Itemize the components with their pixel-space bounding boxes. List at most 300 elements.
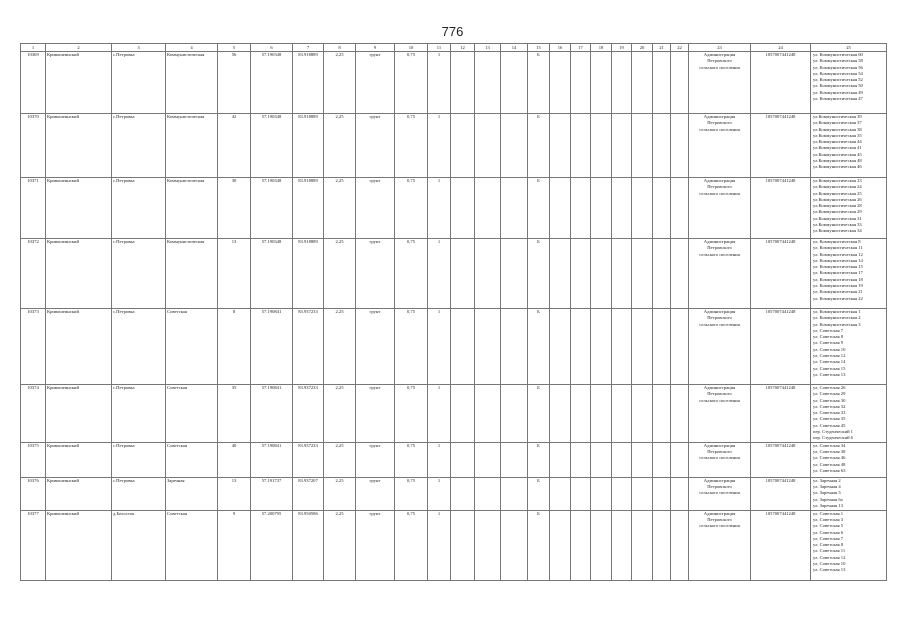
district-cell: Кривошеинский (46, 477, 112, 510)
owner-cell (689, 442, 751, 477)
volume-cell: 0,75 (395, 178, 428, 239)
address-line: пер. Студенческий 6 (813, 435, 853, 441)
column-number: 1 (21, 44, 46, 52)
column-number: 18 (591, 44, 612, 52)
category-cell: Б (528, 178, 550, 239)
category-cell: Б (528, 477, 550, 510)
containers-cell: 1 (428, 114, 451, 178)
empty-cell (571, 442, 591, 477)
owner-line: Администрация (703, 52, 736, 57)
surface-cell: грунт (356, 114, 395, 178)
address-line: ул. Коммунистическая 17 (813, 270, 863, 276)
area-cell: 2,25 (324, 477, 356, 510)
address-line: ул.Коммунистическая 46 (813, 164, 862, 170)
column-number: 23 (689, 44, 751, 52)
served-addresses-cell (811, 178, 887, 239)
settlement-cell: с.Петровка (112, 52, 166, 114)
record-id: 10377 (21, 510, 46, 580)
empty-cell (612, 385, 632, 443)
address-line: ул. Коммунистическая 58 (813, 58, 863, 64)
column-number: 3 (112, 44, 166, 52)
address-line: ул. Советская 13 (813, 567, 846, 573)
address-line: ул. Коммунистическая 18 (813, 276, 863, 282)
district-cell: Кривошеинский (46, 510, 112, 580)
category-cell: Б (528, 309, 550, 385)
owner-line: Петровского (707, 448, 732, 454)
street-cell: Коммунистическая (166, 178, 218, 239)
settlement-cell: с.Петровка (112, 385, 166, 443)
surface-cell: грунт (356, 239, 395, 309)
address-line: ул. Советская 14 (813, 359, 846, 365)
address-line: ул.Коммунистическая 41 (813, 145, 862, 151)
empty-cell (550, 442, 571, 477)
street-cell: Советская (166, 510, 218, 580)
volume-cell: 0,75 (395, 477, 428, 510)
address-line: ул. Коммунистическая 50 (813, 83, 863, 89)
address-line: ул. Коммунистическая 3 (813, 321, 861, 327)
settlement-cell: с.Петровка (112, 239, 166, 309)
surface-cell: грунт (356, 442, 395, 477)
address-line: ул. Коммунистическая 19 (813, 283, 863, 289)
address-line: ул. Советская 12 (813, 353, 846, 359)
address-line: ул. Коммунистическая 60 (813, 52, 863, 57)
volume-cell: 0,75 (395, 52, 428, 114)
address-line: ул. Коммунистическая 54 (813, 70, 863, 76)
containers-cell: 1 (428, 510, 451, 580)
settlement-cell: с.Петровка (112, 309, 166, 385)
house-cell: 42 (218, 114, 251, 178)
table-row (21, 239, 887, 309)
table-row (21, 510, 887, 580)
register-table (20, 43, 887, 581)
address-line: ул. Советская 11 (813, 548, 846, 554)
owner-line: сельского поселения (699, 490, 740, 496)
surface-cell: грунт (356, 309, 395, 385)
area-cell: 2,25 (324, 309, 356, 385)
address-line: ул. Коммунистическая 52 (813, 77, 863, 83)
served-addresses-cell (811, 510, 887, 580)
longitude-cell: 83.918889 (293, 178, 324, 239)
latitude-cell: 57.190348 (251, 52, 293, 114)
address-line: ул. Советская 3 (813, 516, 844, 522)
ogrn-cell: 1057007441248 (751, 385, 811, 443)
address-line: ул. Заречная 2 (813, 477, 841, 483)
column-number: 22 (671, 44, 689, 52)
empty-cell (571, 52, 591, 114)
address-line: ул. Коммунистическая 11 (813, 245, 863, 251)
category-cell: Б (528, 510, 550, 580)
column-number: 7 (293, 44, 324, 52)
street-cell: Коммунистическая (166, 114, 218, 178)
empty-cell (591, 178, 612, 239)
owner-cell (689, 477, 751, 510)
empty-cell (612, 442, 632, 477)
owner-line: Администрация (703, 114, 736, 119)
owner-line: сельского поселения (699, 251, 740, 257)
address-line: ул. Советская 35 (813, 416, 846, 422)
latitude-cell: 57.190348 (251, 178, 293, 239)
address-line: ул. Советская 5 (813, 523, 844, 529)
house-cell: 40 (218, 442, 251, 477)
street-cell: Советская (166, 309, 218, 385)
empty-cell (671, 477, 689, 510)
owner-cell (689, 385, 751, 443)
empty-cell (591, 477, 612, 510)
empty-cell (671, 385, 689, 443)
owner-line: сельского поселения (699, 126, 740, 132)
address-line: ул. Коммунистическая 12 (813, 251, 863, 257)
empty-cell (653, 477, 671, 510)
owner-cell (689, 178, 751, 239)
street-cell: Коммунистическая (166, 52, 218, 114)
column-number: 8 (324, 44, 356, 52)
address-line: ул. Советская 10 (813, 346, 846, 352)
address-line: ул. Советская 34 (813, 442, 846, 448)
empty-cell (632, 309, 653, 385)
owner-cell (689, 239, 751, 309)
address-line: ул. Коммунистическая 47 (813, 96, 863, 102)
address-line: ул.Коммунистическая 29 (813, 209, 862, 215)
empty-cell (671, 510, 689, 580)
page-number: 776 (441, 24, 464, 39)
ogrn-cell: 1057007441248 (751, 442, 811, 477)
ogrn-cell: 1057007441248 (751, 309, 811, 385)
empty-cell (475, 178, 501, 239)
empty-cell (451, 52, 475, 114)
area-cell: 2,25 (324, 385, 356, 443)
latitude-cell: 57.190841 (251, 309, 293, 385)
record-id: 10376 (21, 477, 46, 510)
house-cell: 9 (218, 510, 251, 580)
address-line: ул.Коммунистическая 31 (813, 215, 862, 221)
owner-line: сельского поселения (699, 64, 740, 70)
empty-cell (653, 239, 671, 309)
ogrn-cell: 1057007441248 (751, 239, 811, 309)
column-number: 9 (356, 44, 395, 52)
address-line: ул. Заречная 13 (813, 502, 843, 508)
ogrn-cell: 1057007441248 (751, 178, 811, 239)
address-line: ул.Коммунистическая 37 (813, 120, 862, 126)
volume-cell: 0,75 (395, 510, 428, 580)
empty-cell (550, 385, 571, 443)
longitude-cell: 83.937233 (293, 309, 324, 385)
address-line: ул.Коммунистическая 24 (813, 184, 862, 190)
owner-cell (689, 114, 751, 178)
empty-cell (671, 114, 689, 178)
containers-cell: 1 (428, 52, 451, 114)
table-row (21, 309, 887, 385)
empty-cell (550, 309, 571, 385)
containers-cell: 1 (428, 309, 451, 385)
served-addresses-cell (811, 385, 887, 443)
house-cell: 8 (218, 309, 251, 385)
empty-cell (550, 477, 571, 510)
ogrn-cell: 1057007441248 (751, 52, 811, 114)
latitude-cell: 57.190841 (251, 442, 293, 477)
empty-cell (612, 510, 632, 580)
address-line: ул. Советская 48 (813, 461, 846, 467)
address-line: ул. Коммунистическая 8 (813, 239, 861, 244)
table-row (21, 477, 887, 510)
longitude-cell: 83.937207 (293, 477, 324, 510)
column-number: 11 (428, 44, 451, 52)
volume-cell: 0,75 (395, 385, 428, 443)
longitude-cell: 83.937233 (293, 442, 324, 477)
address-line: ул.Коммунистическая 44 (813, 139, 862, 145)
empty-cell (591, 52, 612, 114)
address-line: ул. Советская 63 (813, 467, 846, 473)
column-number: 6 (251, 44, 293, 52)
empty-cell (550, 239, 571, 309)
address-line: ул. Советская 8 (813, 334, 844, 340)
empty-cell (571, 239, 591, 309)
owner-cell (689, 510, 751, 580)
empty-cell (475, 52, 501, 114)
empty-cell (451, 385, 475, 443)
record-id: 10371 (21, 178, 46, 239)
containers-cell: 1 (428, 178, 451, 239)
address-line: ул. Советская 33 (813, 410, 846, 416)
longitude-cell: 83.937233 (293, 385, 324, 443)
empty-cell (501, 477, 528, 510)
address-line: ул. Коммунистическая 1 (813, 309, 861, 314)
surface-cell: грунт (356, 52, 395, 114)
empty-cell (501, 442, 528, 477)
column-number: 25 (811, 44, 887, 52)
empty-cell (571, 510, 591, 580)
address-line: ул. Советская 10 (813, 561, 846, 567)
address-line: ул. Коммунистическая 56 (813, 64, 863, 70)
surface-cell: грунт (356, 477, 395, 510)
empty-cell (632, 510, 653, 580)
address-line: ул. Советская 9 (813, 340, 844, 346)
area-cell: 2,25 (324, 442, 356, 477)
empty-cell (653, 385, 671, 443)
settlement-cell: с.Петровка (112, 477, 166, 510)
owner-line: Администрация (703, 309, 736, 314)
surface-cell: грунт (356, 385, 395, 443)
empty-cell (475, 114, 501, 178)
empty-cell (632, 52, 653, 114)
empty-cell (475, 239, 501, 309)
ogrn-cell: 1057007441248 (751, 510, 811, 580)
column-number: 5 (218, 44, 251, 52)
empty-cell (612, 114, 632, 178)
column-number: 12 (451, 44, 475, 52)
column-number: 10 (395, 44, 428, 52)
longitude-cell: 83.950586 (293, 510, 324, 580)
empty-cell (671, 178, 689, 239)
area-cell: 2,25 (324, 239, 356, 309)
address-line: ул. Советская 32 (813, 403, 846, 409)
column-number-row (21, 44, 887, 52)
address-line: ул. Советская 7 (813, 535, 844, 541)
address-line: ул.Коммунистическая 28 (813, 203, 862, 209)
empty-cell (501, 52, 528, 114)
latitude-cell: 57.190841 (251, 385, 293, 443)
column-number: 2 (46, 44, 112, 52)
empty-cell (671, 239, 689, 309)
empty-cell (671, 52, 689, 114)
containers-cell: 1 (428, 442, 451, 477)
record-id: 10375 (21, 442, 46, 477)
district-cell: Кривошеинский (46, 309, 112, 385)
address-line: ул.Коммунистическая 33 (813, 222, 862, 228)
containers-cell: 1 (428, 385, 451, 443)
owner-line: Петровского (707, 58, 732, 64)
address-line: ул.Коммунистическая 39 (813, 114, 862, 119)
street-cell: Коммунистическая (166, 239, 218, 309)
empty-cell (550, 52, 571, 114)
address-line: пер. Студенческий 1 (813, 429, 853, 435)
column-number: 14 (501, 44, 528, 52)
empty-cell (612, 239, 632, 309)
owner-line: Петровского (707, 184, 732, 190)
ogrn-cell: 1057007441248 (751, 477, 811, 510)
address-line: ул.Коммунистическая 35 (813, 132, 862, 138)
column-number: 21 (653, 44, 671, 52)
district-cell: Кривошеинский (46, 178, 112, 239)
empty-cell (632, 385, 653, 443)
column-number: 13 (475, 44, 501, 52)
empty-cell (632, 114, 653, 178)
address-line: ул.Коммунистическая 38 (813, 126, 862, 132)
latitude-cell: 57.200795 (251, 510, 293, 580)
empty-cell (571, 309, 591, 385)
containers-cell: 1 (428, 477, 451, 510)
empty-cell (632, 442, 653, 477)
district-cell: Кривошеинский (46, 52, 112, 114)
category-cell: Б (528, 385, 550, 443)
district-cell: Кривошеинский (46, 442, 112, 477)
latitude-cell: 57.191737 (251, 477, 293, 510)
address-line: ул. Советская 13 (813, 371, 846, 377)
address-line: ул. Коммунистическая 21 (813, 289, 863, 295)
address-line: ул. Советская 7 (813, 327, 844, 333)
served-addresses-cell (811, 442, 887, 477)
settlement-cell: с.Петровка (112, 178, 166, 239)
address-line: ул. Заречная 6а (813, 496, 843, 502)
address-line: ул. Заречная 4 (813, 483, 841, 489)
latitude-cell: 57.190348 (251, 114, 293, 178)
volume-cell: 0,75 (395, 114, 428, 178)
empty-cell (591, 309, 612, 385)
empty-cell (451, 309, 475, 385)
area-cell: 2,25 (324, 510, 356, 580)
empty-cell (571, 385, 591, 443)
served-addresses-cell (811, 52, 887, 114)
address-line: ул. Коммунистическая 49 (813, 89, 863, 95)
served-addresses-cell (811, 114, 887, 178)
empty-cell (612, 52, 632, 114)
table-row (21, 114, 887, 178)
owner-line: Петровского (707, 391, 732, 397)
empty-cell (550, 178, 571, 239)
empty-cell (451, 239, 475, 309)
address-line: ул.Коммунистическая 34 (813, 228, 862, 234)
empty-cell (612, 178, 632, 239)
house-cell: 35 (218, 385, 251, 443)
served-addresses-cell (811, 309, 887, 385)
record-id: 10372 (21, 239, 46, 309)
address-line: ул. Коммунистическая 22 (813, 295, 863, 301)
owner-line: сельского поселения (699, 321, 740, 327)
latitude-cell: 57.190348 (251, 239, 293, 309)
empty-cell (653, 309, 671, 385)
empty-cell (501, 178, 528, 239)
column-number: 20 (632, 44, 653, 52)
empty-cell (475, 510, 501, 580)
record-id: 10373 (21, 309, 46, 385)
owner-line: Администрация (703, 442, 736, 448)
owner-cell (689, 52, 751, 114)
district-cell: Кривошеинский (46, 385, 112, 443)
ogrn-cell: 1057007441248 (751, 114, 811, 178)
table-row (21, 178, 887, 239)
empty-cell (591, 114, 612, 178)
address-line: ул. Советская 45 (813, 422, 846, 428)
containers-cell: 1 (428, 239, 451, 309)
empty-cell (571, 477, 591, 510)
longitude-cell: 83.918889 (293, 239, 324, 309)
address-line: ул.Коммунистическая 25 (813, 190, 862, 196)
house-cell: 13 (218, 239, 251, 309)
table-row (21, 52, 887, 114)
address-line: ул. Коммунистическая 2 (813, 315, 861, 321)
empty-cell (475, 309, 501, 385)
street-cell: Заречная (166, 477, 218, 510)
settlement-cell: с.Петровка (112, 114, 166, 178)
owner-line: Администрация (703, 385, 736, 390)
address-line: ул. Советская 26 (813, 385, 846, 390)
record-id: 10370 (21, 114, 46, 178)
owner-line: Петровского (707, 120, 732, 126)
settlement-cell: с.Петровка (112, 442, 166, 477)
empty-cell (501, 309, 528, 385)
empty-cell (591, 510, 612, 580)
category-cell: Б (528, 239, 550, 309)
address-line: ул. Советская 12 (813, 554, 846, 560)
owner-line: Администрация (703, 510, 736, 516)
street-cell: Советская (166, 385, 218, 443)
empty-cell (475, 442, 501, 477)
address-line: ул. Советская 38 (813, 448, 846, 454)
empty-cell (671, 442, 689, 477)
empty-cell (653, 510, 671, 580)
empty-cell (501, 239, 528, 309)
empty-cell (591, 442, 612, 477)
empty-cell (612, 477, 632, 510)
address-line: ул. Советская 46 (813, 455, 846, 461)
column-number: 19 (612, 44, 632, 52)
empty-cell (653, 114, 671, 178)
table-row (21, 385, 887, 443)
empty-cell (501, 385, 528, 443)
category-cell: Б (528, 52, 550, 114)
address-line: ул.Коммунистическая 23 (813, 178, 862, 183)
empty-cell (451, 477, 475, 510)
owner-line: сельского поселения (699, 523, 740, 529)
empty-cell (653, 52, 671, 114)
volume-cell: 0,75 (395, 442, 428, 477)
owner-line: Петровского (707, 315, 732, 321)
owner-line: Петровского (707, 483, 732, 489)
address-line: ул.Коммунистическая 48 (813, 158, 862, 164)
empty-cell (501, 510, 528, 580)
owner-line: сельского поселения (699, 397, 740, 403)
address-line: ул. Советская 29 (813, 391, 846, 397)
owner-line: Администрация (703, 477, 736, 483)
